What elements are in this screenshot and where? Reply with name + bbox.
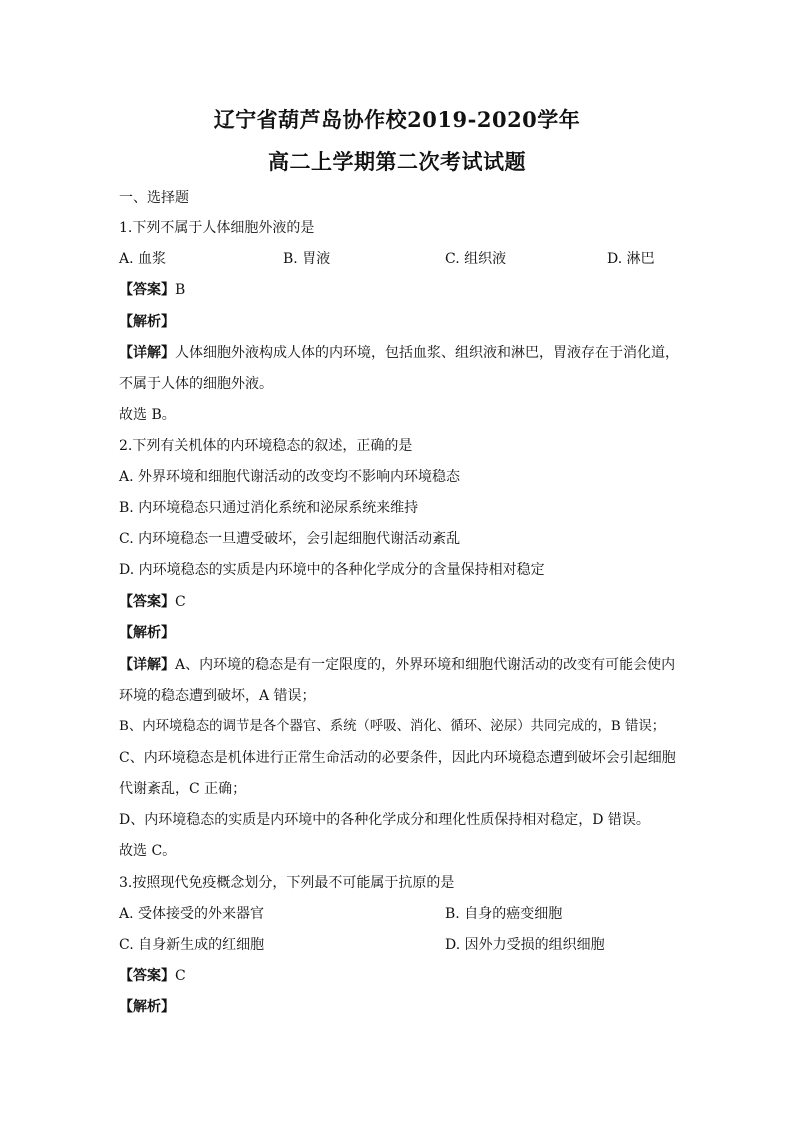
q3-answer-value: C — [175, 968, 186, 984]
q1-stem: 1.下列不属于人体细胞外液的是 — [119, 220, 315, 236]
q1-detail-text1: 人体细胞外液构成人体的内环境，包括血浆、组织液和淋巴，胃液存在于消化道， — [175, 345, 679, 361]
q1-answer — [119, 280, 185, 300]
q2-option-c: C. 内环境稳态一旦遭受破坏，会引起细胞代谢活动紊乱 — [119, 531, 461, 547]
q2-conclusion: 故选 C。 — [119, 843, 177, 859]
q2-detail-line4: C、内环境稳态是机体进行正常生命活动的必要条件，因此内环境稳态遭到破坏会引起细胞 — [119, 750, 676, 766]
q1-option-b: B. 胃液 — [283, 251, 331, 267]
q3-stem: 3.按照现代免疫概念划分，下列最不可能属于抗原的是 — [119, 875, 455, 891]
q3-option-d: D. 因外力受损的组织细胞 — [445, 937, 605, 953]
q2-detail-line6: D、内环境稳态的实质是内环境中的各种化学成分和理化性质保持相对稳定，D 错误。 — [119, 812, 650, 828]
q1-option-a: A. 血浆 — [119, 251, 167, 267]
q2-detail-line1 — [119, 655, 675, 675]
q2-stem: 2.下列有关机体的内环境稳态的叙述，正确的是 — [119, 438, 413, 454]
q2-option-b: B. 内环境稳态只通过消化系统和泌尿系统来维持 — [119, 500, 419, 516]
q2-option-d: D. 内环境稳态的实质是内环境中的各种化学成分的含量保持相对稳定 — [119, 562, 545, 578]
q2-detail-line5: 代谢紊乱，C 正确； — [119, 781, 247, 797]
q2-answer — [119, 592, 186, 612]
q2-answer-label: 【答案】 — [119, 594, 175, 610]
document-title-line1: 辽宁省葫芦岛协作校2019-2020学年 — [213, 107, 581, 132]
document-title-line2: 高二上学期第二次考试试题 — [268, 149, 526, 174]
q2-detail-text1: A、内环境的稳态是有一定限度的，外界环境和细胞代谢活动的改变有可能会使内 — [175, 657, 676, 673]
q3-analysis-label: 【解析】 — [119, 999, 175, 1015]
q3-answer — [119, 966, 186, 986]
q1-option-c: C. 组织液 — [445, 251, 507, 267]
q2-detail-line3: B、内环境稳态的调节是各个器官、系统（呼吸、消化、循环、泌尿）共同完成的，B 错误； — [119, 719, 666, 734]
q2-detail-label: 【详解】 — [119, 657, 175, 673]
q3-option-a: A. 受体接受的外来器官 — [119, 906, 265, 922]
q3-answer-label: 【答案】 — [119, 968, 175, 984]
section-heading: 一、选择题 — [119, 190, 189, 206]
q1-detail-line1 — [119, 343, 679, 363]
q2-detail-line2: 环境的稳态遭到破坏，A 错误； — [119, 688, 316, 704]
q2-option-a: A. 外界环境和细胞代谢活动的改变均不影响内环境稳态 — [119, 469, 461, 485]
q1-detail-label: 【详解】 — [119, 345, 175, 361]
q3-option-c: C. 自身新生成的红细胞 — [119, 937, 265, 953]
q1-detail-line2: 不属于人体的细胞外液。 — [119, 376, 273, 392]
q2-analysis-label: 【解析】 — [119, 625, 175, 641]
q1-answer-value: B — [175, 282, 186, 298]
q1-option-d: D. 淋巴 — [607, 251, 655, 267]
q1-analysis-label: 【解析】 — [119, 314, 175, 330]
q3-option-b: B. 自身的癌变细胞 — [445, 906, 563, 922]
q1-conclusion: 故选 B。 — [119, 407, 176, 423]
q2-answer-value: C — [175, 594, 186, 610]
q1-answer-label: 【答案】 — [119, 282, 175, 298]
